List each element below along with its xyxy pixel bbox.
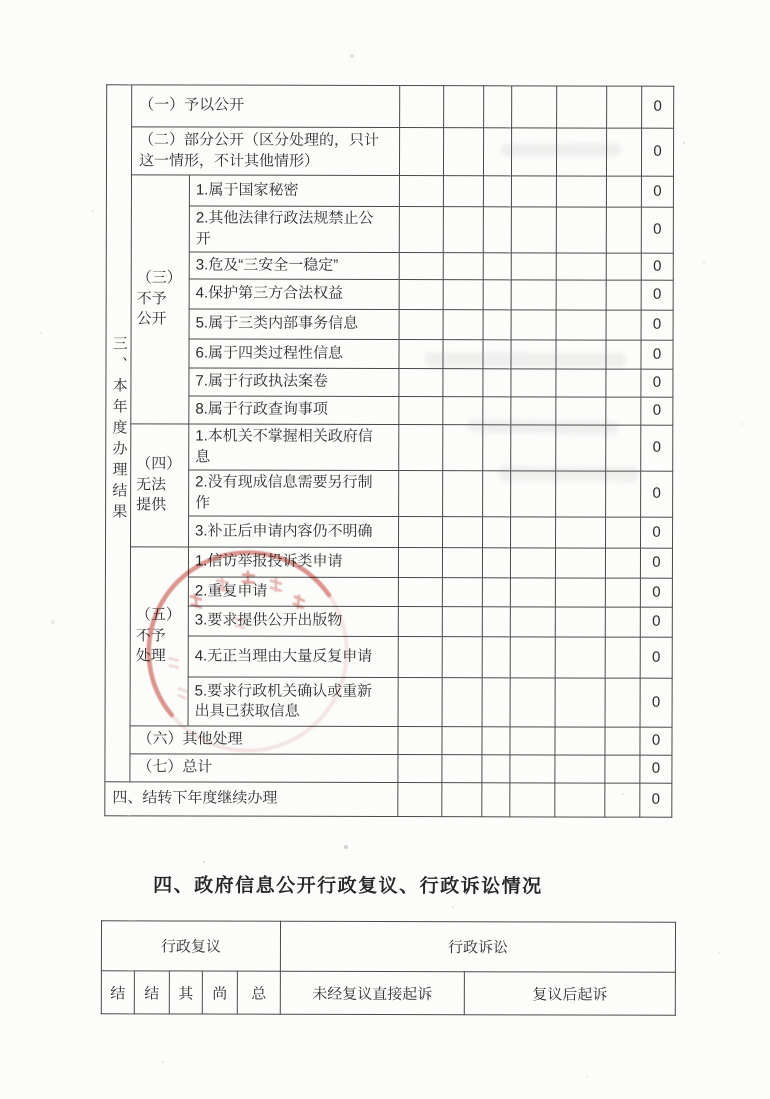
- empty-cell: [512, 86, 557, 128]
- empty-cell: [555, 755, 605, 783]
- cell: 结: [101, 971, 134, 1014]
- row-label: 2.其他法律行政法规禁止公 开: [189, 206, 399, 253]
- empty-cell: [556, 280, 606, 310]
- empty-cell: [605, 607, 640, 637]
- row-value: 0: [641, 176, 673, 207]
- empty-cell: [483, 310, 511, 340]
- row-value: 0: [642, 86, 674, 128]
- empty-cell: [398, 678, 442, 727]
- table-row: [101, 971, 675, 1016]
- empty-cell: [510, 578, 555, 607]
- empty-cell: [443, 176, 483, 207]
- row-value: 0: [640, 548, 672, 578]
- empty-cell: [511, 369, 556, 397]
- empty-cell: [442, 607, 482, 637]
- empty-cell: [442, 578, 482, 607]
- empty-cell: [605, 637, 640, 678]
- row-label: 8.属于行政查询事项: [189, 396, 399, 425]
- row-label: 5.要求行政机关确认或重新 出具已获取信息: [188, 677, 398, 727]
- cell: 尚: [202, 971, 237, 1014]
- empty-cell: [606, 207, 641, 253]
- table-row: [106, 252, 673, 280]
- empty-cell: [606, 280, 641, 310]
- empty-cell: [442, 783, 482, 817]
- row-value: 0: [641, 369, 673, 397]
- table-row: [105, 754, 672, 783]
- row-label: 1.属于国家秘密: [189, 175, 399, 207]
- ink-smudge: [501, 143, 621, 157]
- row-value: 0: [640, 755, 672, 783]
- empty-cell: [556, 176, 606, 207]
- empty-cell: [398, 548, 442, 578]
- empty-cell: [555, 637, 605, 678]
- empty-cell: [399, 207, 443, 253]
- row-label: 3.补正后申请内容仍不明确: [189, 516, 399, 548]
- row-label: 7.属于行政执法案卷: [189, 368, 399, 397]
- empty-cell: [442, 755, 482, 783]
- empty-cell: [510, 607, 555, 637]
- empty-cell: [511, 176, 556, 207]
- row-value: 0: [641, 280, 673, 310]
- empty-cell: [482, 607, 510, 637]
- side-label: 三、本年度办理结果: [110, 335, 128, 525]
- table-row: [105, 606, 672, 637]
- table-row: [105, 726, 672, 755]
- empty-cell: [606, 253, 641, 280]
- table-row: [107, 85, 674, 128]
- empty-cell: [606, 369, 641, 397]
- table-row: [106, 175, 673, 207]
- empty-cell: [443, 253, 483, 280]
- empty-cell: [511, 253, 556, 280]
- table-row: [106, 206, 673, 253]
- side-label-cell: [105, 85, 132, 782]
- empty-cell: [510, 755, 555, 783]
- row-label: 四、结转下年度继续办理: [105, 782, 398, 817]
- row-value: 0: [641, 471, 673, 517]
- row-label: 3.危及“三安全一稳定”: [189, 252, 399, 280]
- row-value: 0: [641, 253, 673, 280]
- empty-cell: [605, 578, 640, 607]
- empty-cell: [605, 755, 640, 783]
- empty-cell: [443, 128, 483, 176]
- row-value: 0: [640, 637, 672, 678]
- ink-smudge: [425, 352, 625, 368]
- empty-cell: [399, 310, 443, 340]
- empty-cell: [511, 207, 556, 253]
- empty-cell: [556, 207, 606, 253]
- empty-cell: [399, 128, 443, 176]
- group-label: （四） 无法 提供: [131, 424, 189, 547]
- row-label: （一）予以公开: [132, 85, 400, 128]
- empty-cell: [399, 176, 443, 207]
- empty-cell: [605, 678, 640, 727]
- row-value: 0: [641, 425, 673, 471]
- empty-cell: [482, 548, 510, 578]
- empty-cell: [607, 86, 642, 128]
- row-value: 0: [641, 517, 673, 548]
- table-row: [105, 547, 672, 578]
- empty-cell: [555, 578, 605, 607]
- empty-cell: [606, 176, 641, 207]
- empty-cell: [442, 637, 482, 678]
- empty-cell: [510, 783, 555, 817]
- empty-cell: [399, 517, 443, 548]
- annual-results-table: [104, 84, 674, 817]
- empty-cell: [605, 548, 640, 578]
- section-heading: 四、政府信息公开行政复议、行政诉讼情况: [153, 875, 543, 898]
- empty-cell: [555, 607, 605, 637]
- empty-cell: [511, 310, 556, 340]
- row-value: 0: [640, 727, 672, 755]
- empty-cell: [399, 369, 443, 397]
- empty-cell: [556, 517, 606, 548]
- empty-cell: [556, 369, 606, 397]
- group-label: （三） 不予 公开: [131, 175, 190, 424]
- empty-cell: [399, 471, 443, 517]
- empty-cell: [482, 578, 510, 607]
- empty-cell: [606, 517, 641, 548]
- empty-cell: [510, 678, 555, 727]
- empty-cell: [511, 280, 556, 310]
- row-label: 4.无正当理由大量反复申请: [188, 636, 398, 678]
- empty-cell: [511, 517, 556, 548]
- empty-cell: [398, 578, 442, 607]
- row-label: （七）总计: [130, 754, 398, 783]
- table-row: [105, 677, 672, 727]
- empty-cell: [398, 607, 442, 637]
- empty-cell: [605, 727, 640, 755]
- empty-cell: [398, 755, 442, 783]
- empty-cell: [482, 727, 510, 755]
- row-value: 0: [641, 310, 673, 340]
- row-label: 2.没有现成信息需要另行制 作: [189, 470, 399, 517]
- cell: 结: [134, 971, 169, 1014]
- group-label: （五） 不予 处理: [130, 547, 188, 726]
- empty-cell: [400, 86, 444, 128]
- row-value: 0: [641, 340, 673, 369]
- empty-cell: [482, 678, 510, 727]
- empty-cell: [399, 253, 443, 280]
- table-row: [105, 782, 672, 817]
- row-value: 0: [641, 397, 673, 425]
- row-value: 0: [640, 783, 672, 817]
- row-value: 0: [641, 128, 673, 176]
- empty-cell: [443, 517, 483, 548]
- empty-cell: [482, 637, 510, 678]
- header-review: 行政复议: [101, 921, 280, 971]
- table-row: [105, 636, 672, 678]
- empty-cell: [556, 253, 606, 280]
- row-label: 1.本机关不掌握相关政府信 息: [189, 424, 399, 471]
- empty-cell: [399, 397, 443, 425]
- row-label: 3.要求提供公开出版物: [188, 606, 398, 637]
- empty-cell: [443, 310, 483, 340]
- empty-cell: [398, 637, 442, 678]
- empty-cell: [555, 783, 605, 817]
- ink-smudge: [498, 466, 638, 481]
- empty-cell: [606, 310, 641, 340]
- empty-cell: [510, 548, 555, 578]
- table-row: [106, 309, 673, 340]
- empty-cell: [399, 425, 443, 471]
- empty-cell: [510, 727, 555, 755]
- row-value: 0: [640, 607, 672, 637]
- empty-cell: [399, 280, 443, 310]
- empty-cell: [442, 727, 482, 755]
- row-value: 0: [640, 678, 672, 727]
- empty-cell: [605, 783, 640, 817]
- table-row: [106, 279, 673, 310]
- cell: 总: [237, 971, 280, 1014]
- row-value: 0: [641, 207, 673, 253]
- empty-cell: [483, 280, 511, 310]
- empty-cell: [510, 637, 555, 678]
- empty-cell: [442, 678, 482, 727]
- empty-cell: [483, 176, 511, 207]
- row-label: 4.保护第三方合法权益: [189, 279, 399, 310]
- empty-cell: [482, 755, 510, 783]
- cell: 复议后起诉: [464, 972, 675, 1016]
- empty-cell: [398, 727, 442, 755]
- empty-cell: [443, 207, 483, 253]
- empty-cell: [484, 86, 512, 128]
- empty-cell: [555, 727, 605, 755]
- empty-cell: [443, 369, 483, 397]
- row-label: 5.属于三类内部事务信息: [189, 309, 399, 340]
- table-row: [106, 368, 673, 397]
- empty-cell: [444, 86, 484, 128]
- table-row: [101, 921, 675, 973]
- empty-cell: [482, 783, 510, 817]
- empty-cell: [483, 369, 511, 397]
- empty-cell: [483, 253, 511, 280]
- review-litigation-table: [101, 920, 676, 1016]
- empty-cell: [483, 207, 511, 253]
- row-label: 6.属于四类过程性信息: [189, 339, 399, 369]
- empty-cell: [398, 783, 442, 817]
- ink-smudge: [468, 419, 618, 434]
- empty-cell: [442, 548, 482, 578]
- row-label: （二）部分公开（区分处理的，只计 这一情形，不计其他情形）: [131, 127, 399, 176]
- empty-cell: [556, 310, 606, 340]
- empty-cell: [555, 548, 605, 578]
- empty-cell: [483, 517, 511, 548]
- row-label: 2.重复申请: [188, 577, 398, 607]
- header-litigation: 行政诉讼: [280, 921, 675, 972]
- empty-cell: [443, 471, 483, 517]
- row-label: 1.信访举报投诉类申请: [188, 547, 398, 578]
- table-row: [105, 577, 672, 607]
- cell: 其: [169, 971, 202, 1014]
- table-row: [106, 516, 673, 548]
- row-value: 0: [640, 578, 672, 607]
- empty-cell: [443, 280, 483, 310]
- row-label: （六）其他处理: [130, 726, 398, 755]
- empty-cell: [555, 678, 605, 727]
- empty-cell: [557, 86, 607, 128]
- cell: 未经复议直接起诉: [280, 971, 464, 1014]
